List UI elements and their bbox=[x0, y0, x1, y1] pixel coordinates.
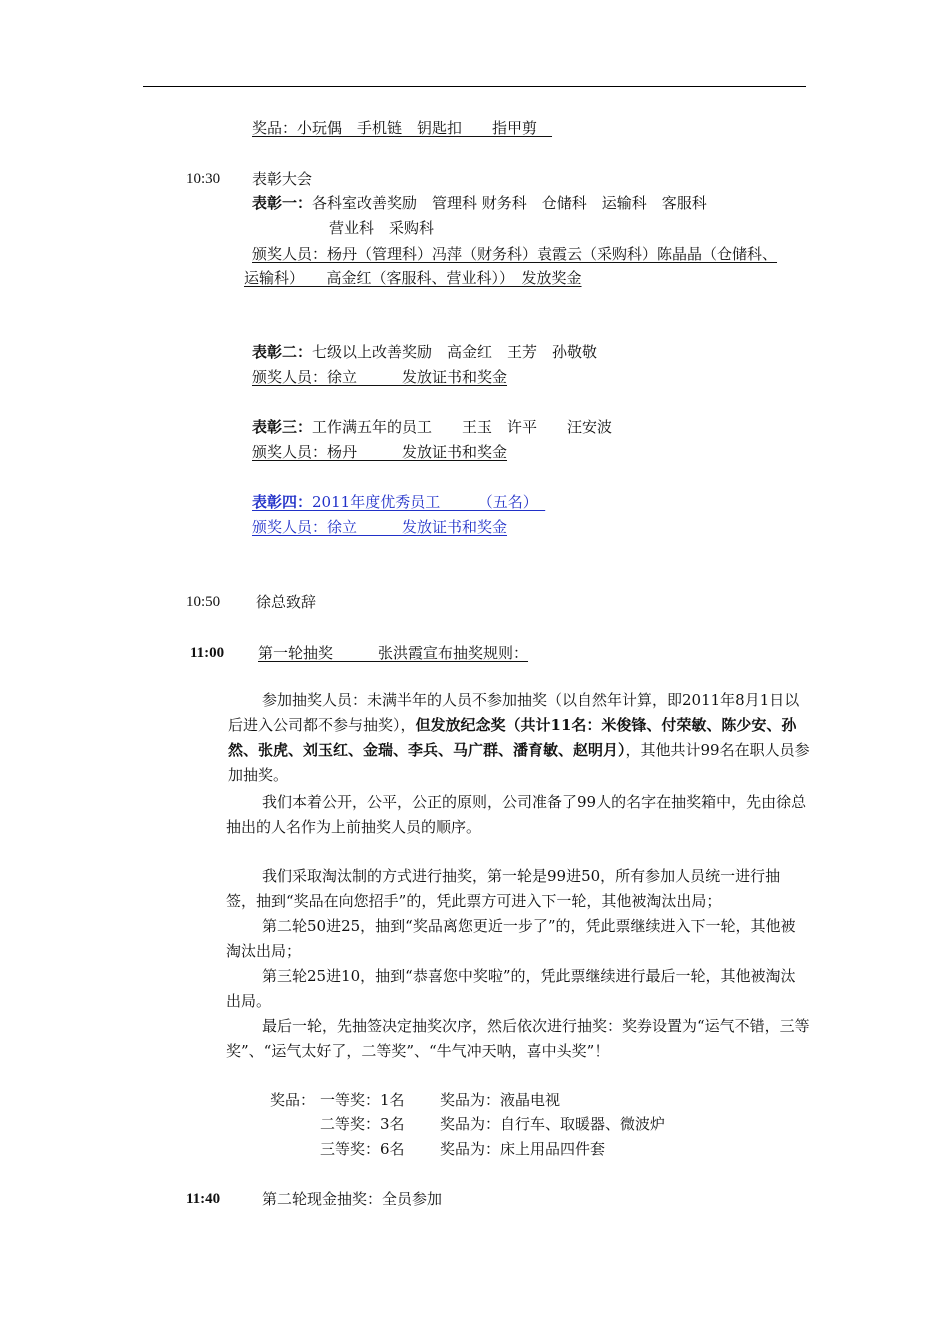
award-4-text: 2011年度优秀员工 （五名） bbox=[312, 493, 546, 511]
time-1100: 11:00 bbox=[190, 645, 225, 661]
prize-item-2: 奖品为：自行车、取暖器、微波炉 bbox=[440, 1115, 666, 1133]
award-4 bbox=[252, 492, 545, 512]
time-1050: 10:50 bbox=[186, 594, 221, 610]
award-2-presenters: 颁奖人员：徐立 发放证书和奖金 bbox=[252, 368, 508, 386]
award-4-presenters: 颁奖人员：徐立 发放证书和奖金 bbox=[252, 518, 508, 536]
time-1140: 11:40 bbox=[186, 1191, 221, 1207]
rules-paragraph-4: 第二轮50进25，抽到“奖品离您更近一步了”的，凭此票继续进入下一轮，其他被淘汰出局； bbox=[226, 917, 796, 960]
award-3-text: 工作满五年的员工 王玉 许平 汪安波 bbox=[312, 418, 613, 436]
prize-rank-1: 一等奖：1名 bbox=[320, 1091, 405, 1109]
section-title-lottery-2: 第二轮现金抽奖：全员参加 bbox=[262, 1190, 443, 1208]
award-1-text: 各科室改善奖励 管理科 财务科 仓储科 运输科 客服科 bbox=[312, 194, 707, 212]
prize-rank-3: 三等奖：6名 bbox=[320, 1140, 405, 1158]
award-1-label: 表彰一： bbox=[252, 194, 313, 212]
section-title-speech: 徐总致辞 bbox=[256, 593, 317, 611]
rules-paragraph-1 bbox=[228, 688, 810, 788]
award-2-text: 七级以上改善奖励 高金红 王芳 孙敬敬 bbox=[312, 343, 598, 361]
award-1-presenters-1: 颁奖人员：杨丹（管理科）冯萍（财务科）袁霞云（采购科）陈晶晶（仓储科、 bbox=[252, 245, 778, 263]
rules-paragraph-2: 我们本着公开，公平，公正的原则，公司准备了99人的名字在抽奖箱中，先由徐总抽出的人名作为上前抽奖人员的顺序。 bbox=[226, 793, 807, 836]
section-title-award: 表彰大会 bbox=[252, 170, 313, 188]
section-title-lottery-1: 第一轮抽奖 张洪霞宣布抽奖规则： bbox=[258, 644, 529, 662]
header-rule bbox=[143, 86, 806, 87]
award-2 bbox=[252, 342, 597, 362]
award-4-label: 表彰四： bbox=[252, 493, 313, 511]
prizes-line: 奖品：小玩偶 手机链 钥匙扣 指甲剪 bbox=[252, 119, 553, 137]
award-2-label: 表彰二： bbox=[252, 343, 313, 361]
award-1-text-cont: 营业科 采购科 bbox=[329, 219, 435, 237]
rules-paragraph-6: 最后一轮，先抽签决定抽奖次序，然后依次进行抽奖：奖券设置为“运气不错，三等奖”、“运气太好了，二等奖”、“牛气冲天呐，喜中头奖”！ bbox=[226, 1017, 810, 1060]
time-1030: 10:30 bbox=[186, 171, 221, 187]
prize-item-3: 奖品为：床上用品四件套 bbox=[440, 1140, 606, 1158]
award-1-presenters-2: 运输科） 高金红（客服科、营业科）） 发放奖金 bbox=[244, 269, 582, 287]
rules-paragraph-3: 我们采取淘汰制的方式进行抽奖，第一轮是99进50，所有参加人员统一进行抽签，抽到“奖品在向您招手”的，凭此票方可进入下一轮，其他被淘汰出局； bbox=[226, 867, 781, 910]
prize-rank-2: 二等奖：3名 bbox=[320, 1115, 405, 1133]
rules-p1-a: 参加抽奖人员：未满半年的人员不参加抽奖（以自然年计算，即2011年8月1日以后进入公司都不参与抽奖）， bbox=[228, 691, 800, 734]
rules-paragraph-5: 第三轮25进10，抽到“恭喜您中奖啦”的，凭此票继续进行最后一轮，其他被淘汰出局。 bbox=[226, 967, 796, 1010]
rules-p1-bold: 但发放纪念奖（共计11名：米俊锋、付荣敏、陈少安、孙然、张虎、刘玉红、金瑞、李兵、马广群、潘育敏、赵明月） bbox=[228, 716, 797, 759]
award-3-presenters: 颁奖人员：杨丹 发放证书和奖金 bbox=[252, 443, 508, 461]
rules-p1-c: ，其他共计99名在职人员参加抽奖。 bbox=[228, 741, 810, 784]
award-3 bbox=[252, 417, 612, 437]
award-1 bbox=[252, 193, 707, 213]
award-3-label: 表彰三： bbox=[252, 418, 313, 436]
prize-label: 奖品： bbox=[270, 1091, 316, 1109]
prize-item-1: 奖品为：液晶电视 bbox=[440, 1091, 561, 1109]
